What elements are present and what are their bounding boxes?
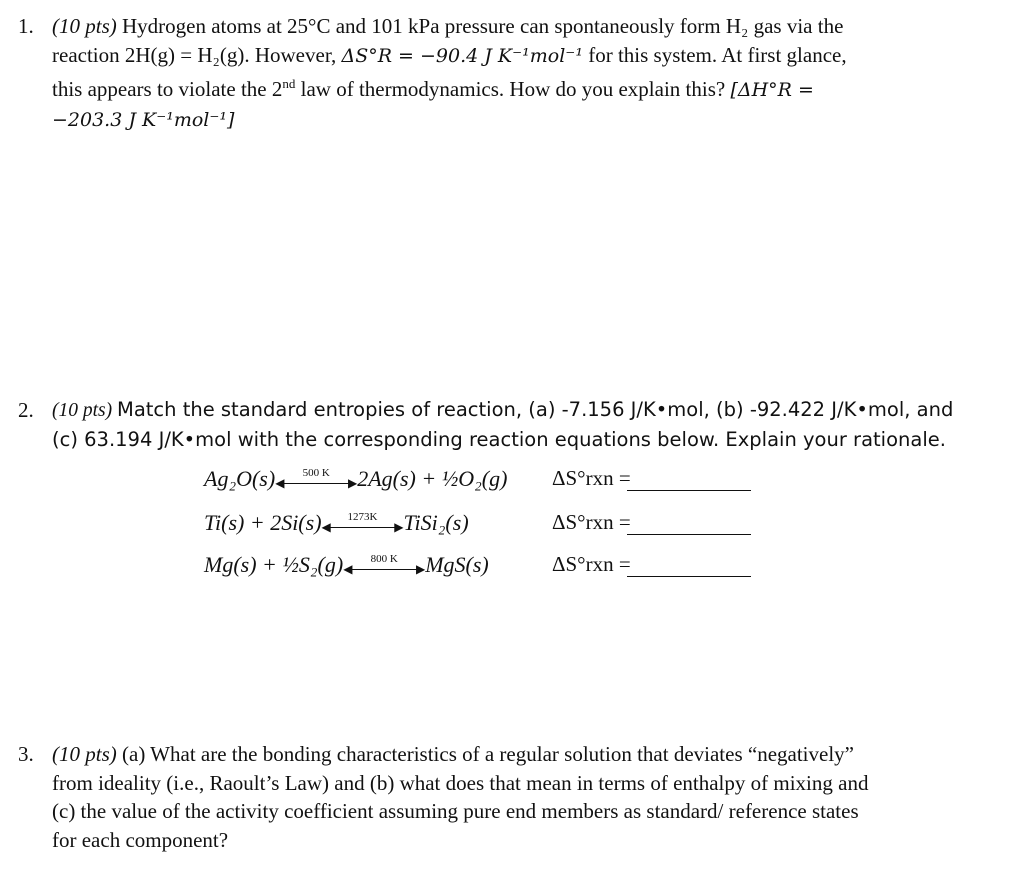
reaction-3-right: MgS(s) — [425, 552, 489, 577]
reaction-1-entropy-label: ΔS°rxn = — [552, 466, 631, 490]
reaction-1-right: 2Ag(s) + ½O₂(g) — [357, 466, 508, 491]
reaction-1-equation — [204, 466, 507, 492]
question-3 — [18, 740, 978, 854]
reaction-1-left: Ag₂O(s) — [204, 466, 276, 491]
reaction-2-temperature: 1273K — [347, 510, 378, 523]
reaction-2-left: Ti(s) + 2Si(s) — [204, 510, 322, 535]
reaction-2-answer-blank — [627, 534, 751, 535]
reaction-row-2 — [204, 510, 764, 548]
question-1-line-2a: reaction 2H(g) = H₂(g). However, — [52, 42, 342, 67]
reaction-row-3 — [204, 552, 764, 590]
question-3-text — [52, 740, 978, 854]
question-3-line-2: from ideality (i.e., Raoult’s Law) and (b) what does that mean in terms of enthalpy of mixing and — [52, 770, 869, 795]
enthalpy-value: −203.3 J K⁻¹mol⁻¹] — [52, 108, 235, 131]
reaction-row-1 — [204, 466, 764, 504]
reaction-3-answer-blank — [627, 576, 751, 577]
reaction-2-entropy-label: ΔS°rxn = — [552, 510, 631, 534]
question-1-line-3b: law of thermodynamics. How do you explain this? — [295, 77, 731, 101]
question-3-line-1: (a) What are the bonding characteristics of a regular solution that deviates “negatively” — [122, 742, 854, 766]
equilibrium-arrow-icon: ◀ ▶ 1273K — [321, 510, 404, 534]
question-3-points: (10 pts) — [52, 742, 117, 766]
reaction-3-equation — [204, 552, 489, 578]
question-2-line-2: (c) 63.194 J/K•mol with the corresponding reaction equations below. Explain your rationale. — [52, 427, 946, 451]
question-1-text — [52, 12, 978, 134]
reaction-3-left: Mg(s) + ½S₂(g) — [204, 552, 344, 577]
question-2 — [18, 396, 978, 455]
reaction-1-temperature: 500 K — [302, 466, 330, 479]
question-1 — [18, 12, 978, 134]
question-1-line-1: Hydrogen atoms at 25°C and 101 kPa pressure can spontaneously form H₂ gas via the — [122, 14, 844, 38]
question-1-number: 1. — [18, 14, 34, 38]
reaction-3-temperature: 800 K — [370, 552, 398, 565]
question-3-line-3: (c) the value of the activity coefficient assuming pure end members as standard/ reference states — [52, 799, 859, 823]
question-1-line-3a: this appears to violate the 2 — [52, 77, 283, 101]
question-1-points: (10 pts) — [52, 14, 117, 38]
equilibrium-arrow-icon: ◀ ▶ 800 K — [343, 552, 426, 576]
reaction-2-equation — [204, 510, 469, 536]
reaction-1-answer-blank — [627, 490, 751, 491]
question-2-text — [52, 396, 978, 455]
reaction-2-right: TiSi₂(s) — [403, 510, 469, 535]
question-3-number: 3. — [18, 742, 34, 766]
question-2-line-1: Match the standard entropies of reaction, (a) -7.156 J/K•mol, (b) -92.422 J/K•mol, and — [117, 398, 954, 421]
equilibrium-arrow-icon: ◀ ▶ 500 K — [275, 466, 358, 490]
question-2-points: (10 pts) — [52, 400, 113, 421]
ordinal-superscript: nd — [282, 76, 296, 91]
question-1-line-2b: for this system. At first glance, — [582, 42, 847, 67]
question-3-line-4: for each component? — [52, 827, 229, 852]
reaction-3-entropy-label: ΔS°rxn = — [552, 552, 631, 576]
enthalpy-label: [ΔH°R = — [730, 79, 814, 101]
question-2-number: 2. — [18, 398, 34, 422]
entropy-value: ΔS°R = −90.4 J K⁻¹mol⁻¹ — [341, 44, 583, 67]
reaction-equations — [204, 462, 764, 592]
